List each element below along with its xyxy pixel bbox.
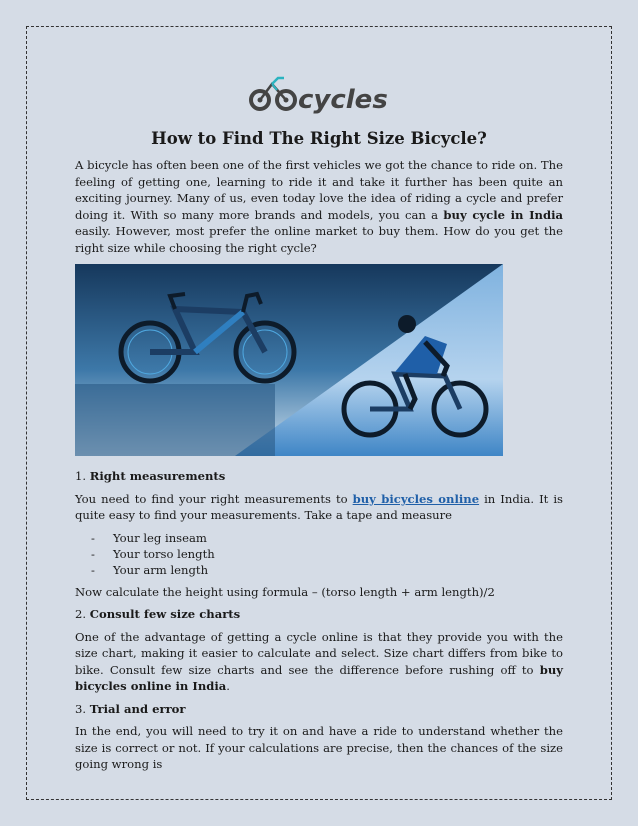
intro-paragraph: A bicycle has often been one of the first vehicles we got the chance to ride on. The feeling of getting one, learning to ride it and take it further has been quite an exciting journey. Many of us, even today love the idea of riding a cycle and prefer doing it. With so many more brands and models, you can a buy cycle in India easily. However, most prefer the online market to buy them. How do you get the right size while choosing the right cycle? <box>75 158 563 255</box>
section-3-paragraph: In the end, you will need to try it on and have a ride to understand whether the size is correct or not. If your calculations are precise, then the chances of the size going wrong is <box>75 724 563 771</box>
bicycle-hero-image <box>75 264 503 456</box>
section-1-heading: 1. Right measurements <box>75 469 226 483</box>
measurement-list <box>75 530 563 578</box>
page-title: How to Find The Right Size Bicycle? <box>151 129 487 148</box>
section-2-heading: 2. Consult few size charts <box>75 607 241 621</box>
section-2-paragraph: One of the advantage of getting a cycle online is that they provide you with the size chart, making it easier to calculate and select. Size chart differs from bike to bike. Consult few size charts and see the difference before rushing off to buy bicycles online in India. <box>75 629 563 693</box>
section-3-heading: 3. Trial and error <box>75 701 186 716</box>
brand-logo[interactable] <box>248 74 390 120</box>
buy-bicycles-online-link[interactable]: buy bicycles online <box>352 491 480 506</box>
section-1-paragraph: You need to find your right measurements to buy bicycles online in India. It is quite easy to find your measurements. Take a tape and measure <box>75 491 563 522</box>
list-item: - Your arm length <box>91 562 563 578</box>
list-item: - Your torso length <box>91 546 563 562</box>
section-2-bold-phrase: buy bicycles online in India <box>75 662 563 693</box>
article-body <box>75 157 563 779</box>
formula-paragraph: Now calculate the height using formula – (torso length + arm length)/2 <box>75 584 495 599</box>
list-item: - Your leg inseam <box>91 530 563 546</box>
logo-text: cycles <box>298 85 388 115</box>
intro-bold-phrase: buy cycle in India <box>443 207 563 222</box>
